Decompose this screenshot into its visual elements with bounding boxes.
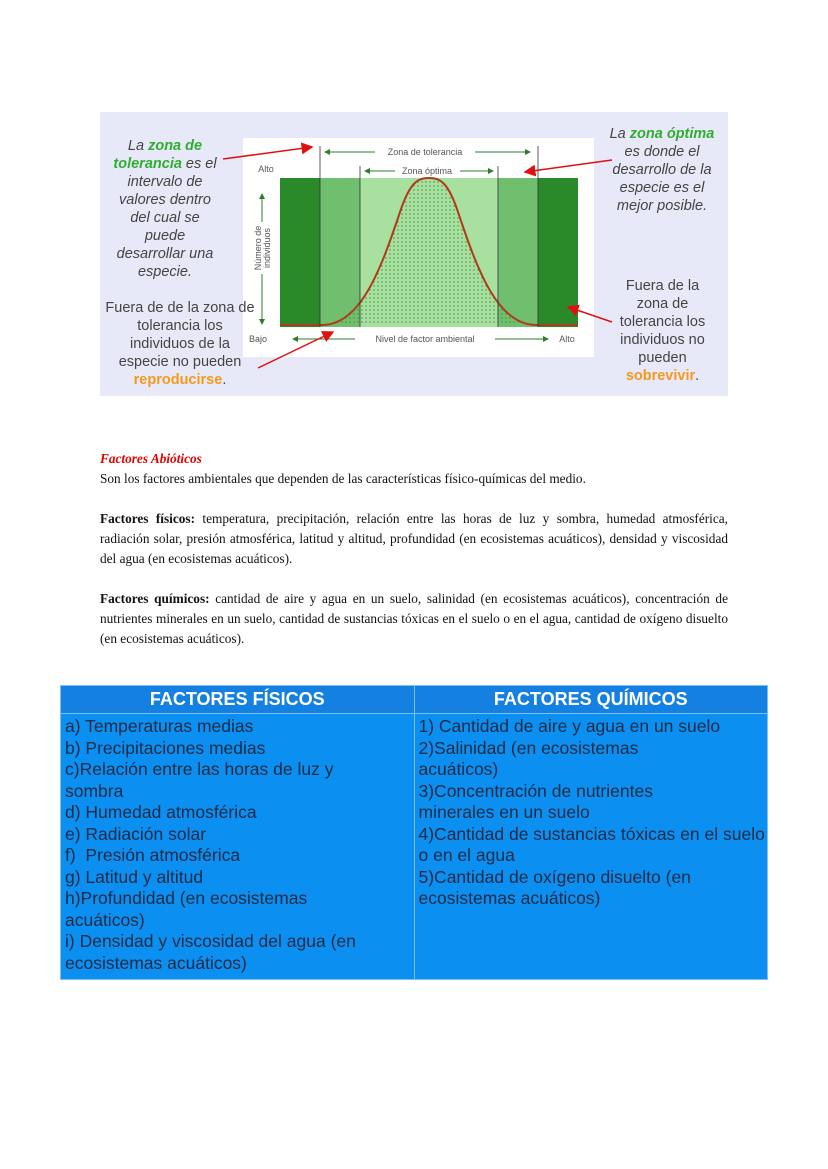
y-top-label: Alto xyxy=(258,164,274,174)
reproducirse-note: Fuera de de la zona de tolerancia los individuos de la especie no pueden reproducirse. xyxy=(105,300,255,388)
list-item: a) Temperaturas medias xyxy=(65,716,254,736)
header-fisicos: FACTORES FÍSICOS xyxy=(61,686,415,714)
x-axis-label: Nivel de factor ambiental xyxy=(375,334,475,344)
list-item: d) Humedad atmosférica xyxy=(65,802,257,822)
list-item: 1) Cantidad de aire y agua en un suelo xyxy=(418,716,721,736)
zona-tolerancia-note: La zona de tolerancia es el intervalo de valores dentro del cual se puede desarrollar una especie. xyxy=(113,138,217,280)
quimicos-cell xyxy=(414,714,768,980)
x-right-label: Alto xyxy=(559,334,575,344)
x-left-label: Bajo xyxy=(248,334,268,344)
section-heading: Factores Abióticos xyxy=(100,451,202,466)
list-item: f) Presión atmosférica xyxy=(65,845,241,865)
list-item: i) Densidad y viscosidad del agua (en ecosistemas acuáticos) xyxy=(65,931,356,973)
quimicos-paragraph: Factores químicos: cantidad de aire y agua en un suelo, salinidad (en ecosistemas acuáticos), concentración de nutrientes minerales en un suelo, cantidad de sustancias tóxicas en el suelo o en el agua, cantidad de oxígeno disuelto (en ecosistemas acuáticos). xyxy=(100,591,728,646)
factores-table xyxy=(60,685,768,980)
list-item: b) Precipitaciones medias xyxy=(65,737,266,758)
list-item: 5)Cantidad de oxígeno disuelto (en ecosistemas acuáticos) xyxy=(418,866,691,908)
header-quimicos: FACTORES QUÍMICOS xyxy=(414,686,768,714)
y-axis-label-1: Número de xyxy=(253,225,263,271)
zona-optima-note: La zona óptima es donde el desarrollo de la especie es el mejor posible. xyxy=(609,126,715,214)
tolerance-diagram xyxy=(100,112,728,396)
sobrevivir-note: Fuera de la zona de tolerancia los individuos no pueden sobrevivir. xyxy=(619,278,706,384)
zona-optima-label: Zona óptima xyxy=(401,166,453,176)
list-item: 3)Concentración de nutrientes minerales en un suelo xyxy=(418,780,653,822)
y-axis-label-2: individuos xyxy=(262,227,272,269)
fisicos-paragraph: Factores físicos: temperatura, precipitación, relación entre las horas de luz y sombra, humedad atmosférica, radiación solar, presión atmosférica, latitud y altitud, profundidad (en ecosistemas acuáticos), densidad y viscosidad del agua (en ecosistemas acuáticos). xyxy=(100,511,728,566)
list-item: c)Relación entre las horas de luz y sombra xyxy=(65,759,334,801)
list-item: g) Latitud y altitud xyxy=(65,866,204,887)
abioticos-section xyxy=(100,449,728,669)
list-item: 4)Cantidad de sustancias tóxicas en el suelo o en el agua xyxy=(418,823,765,865)
list-item: 2)Salinidad (en ecosistemas acuáticos) xyxy=(418,737,639,779)
list-item: h)Profundidad (en ecosistemas acuáticos) xyxy=(65,888,308,930)
fisicos-cell xyxy=(61,714,415,980)
section-intro: Son los factores ambientales que dependen de las características físico-químicas del medio. xyxy=(100,471,586,486)
zona-tolerancia-label: Zona de tolerancia xyxy=(387,147,463,157)
list-item: e) Radiación solar xyxy=(65,823,207,844)
